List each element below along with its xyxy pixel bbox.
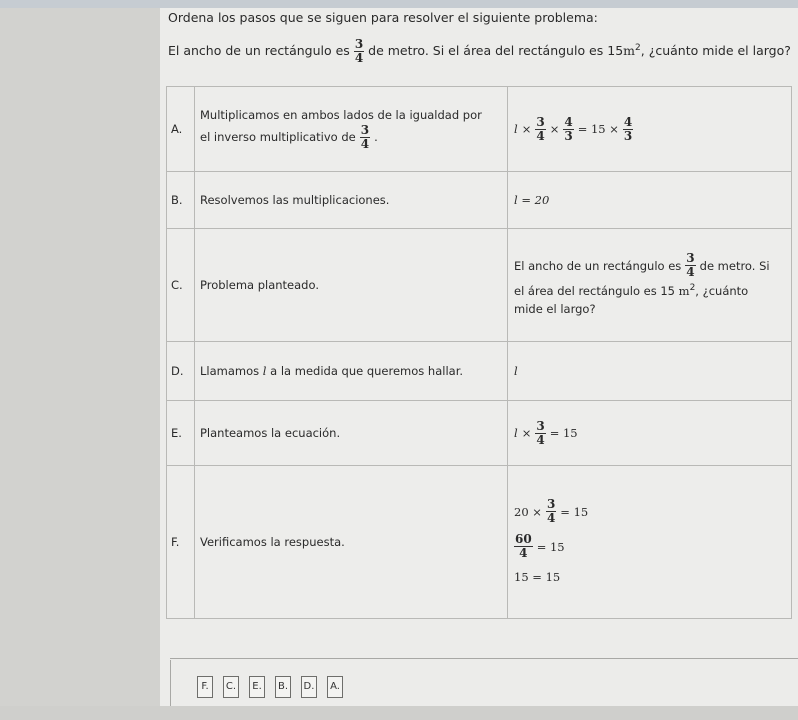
divider: [170, 658, 798, 659]
step-math: l × $\frac{3}{4}$ = 15: [508, 401, 792, 466]
step-math: El ancho de un rectángulo es $\frac{3}{4}$ de metro. Si el área del rectángulo es 15 $m^2$, ¿cuánto mide el largo?: [508, 229, 792, 342]
step-description: Verificamos la respuesta.: [195, 466, 508, 619]
left-panel: [0, 8, 160, 720]
step-description: Problema planteado.: [195, 229, 508, 342]
step-math: l: [508, 342, 792, 401]
step-math: l × $\frac{3}{4}$ × $\frac{4}{3}$ = 15 × $\frac{4}{3}$: [508, 87, 792, 172]
answer-tile-c[interactable]: C.: [223, 676, 239, 698]
step-letter: D.: [167, 342, 195, 401]
table-row: [167, 87, 792, 172]
answer-tile-b[interactable]: B.: [275, 676, 291, 698]
instruction-text: Ordena los pasos que se siguen para resolver el siguiente problema:: [168, 10, 598, 25]
step-letter: F.: [167, 466, 195, 619]
table-row: [167, 401, 792, 466]
steps-table: [166, 86, 792, 619]
table-row: [167, 342, 792, 401]
answer-tile-f[interactable]: F.: [197, 676, 213, 698]
table-row: [167, 172, 792, 229]
step-letter: C.: [167, 229, 195, 342]
bottom-bar: [0, 706, 798, 720]
step-description: Llamamos l a la medida que queremos hallar.: [195, 342, 508, 401]
step-description: Resolvemos las multiplicaciones.: [195, 172, 508, 229]
table-row: [167, 229, 792, 342]
answer-tile-e[interactable]: E.: [249, 676, 265, 698]
step-description: Planteamos la ecuación.: [195, 401, 508, 466]
step-letter: A.: [167, 87, 195, 172]
top-bar: [0, 0, 798, 8]
problem-statement: El ancho de un rectángulo es $\frac{3}{4}$ de metro. Si el área del rectángulo es $15m^2$, ¿cuánto mide el largo?: [168, 37, 791, 65]
answer-tile-d[interactable]: D.: [301, 676, 317, 698]
step-math: l = 20: [508, 172, 792, 229]
fraction: $\frac{3}{4}$: [354, 37, 364, 65]
exercise-page: [160, 8, 798, 720]
table-row: [167, 466, 792, 619]
step-letter: E.: [167, 401, 195, 466]
answer-tile-a[interactable]: A.: [327, 676, 343, 698]
step-math: 20 × $\frac{3}{4}$ = 15 $\frac{60}{4}$ = 15 15 = 15: [508, 466, 792, 619]
step-letter: B.: [167, 172, 195, 229]
step-description: Multiplicamos en ambos lados de la igualdad por el inverso multiplicativo de $\frac{3}{4}$ .: [195, 87, 508, 172]
